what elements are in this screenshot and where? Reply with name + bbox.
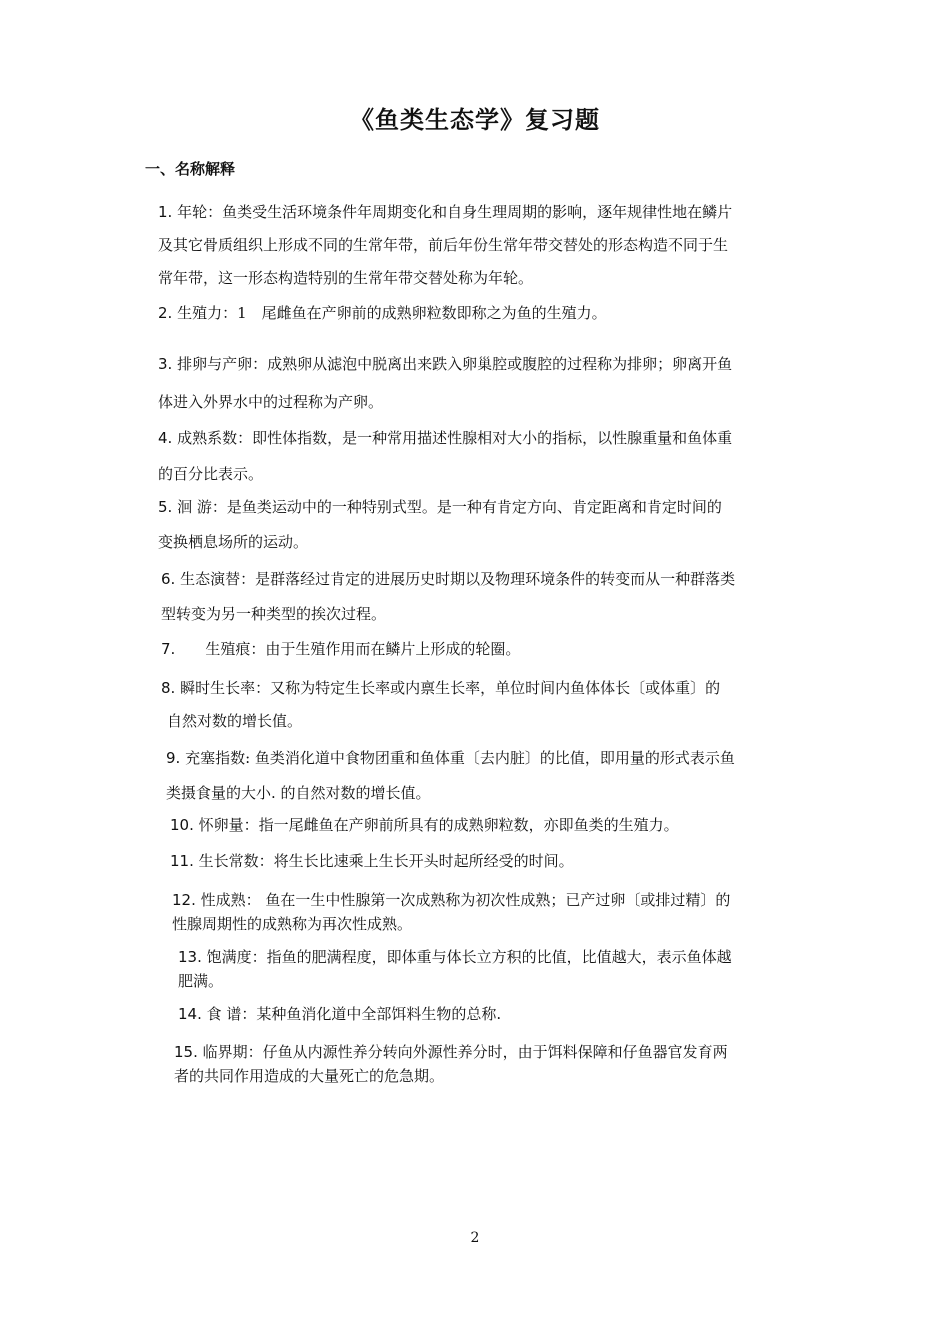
entry-line	[161, 638, 520, 660]
entry-number: 9.	[166, 749, 181, 767]
entry-number: 14.	[178, 1005, 202, 1023]
entry-4	[158, 420, 732, 492]
entry-number: 10.	[170, 816, 194, 834]
entry-line: 的百分比表示。	[158, 465, 264, 483]
entry-line	[172, 888, 730, 912]
entry-line: 性腺周期性的成熟称为再次性成熟。	[172, 915, 413, 933]
entry-15	[174, 1040, 728, 1088]
entry-line	[178, 945, 732, 969]
entry-number: 15.	[174, 1043, 198, 1061]
entry-text: 食 谱：某种鱼消化道中全部饵料生物的总称.	[201, 1005, 502, 1023]
entry-text: 怀卵量：指一尾雌鱼在产卵前所具有的成熟卵粒数，亦即鱼类的生殖力。	[193, 816, 679, 834]
entry-text: 临界期：仔鱼从内源性养分转向外源性养分时，由于饵料保障和仔鱼器官发育两	[197, 1043, 728, 1061]
entry-line	[170, 814, 679, 836]
entry-line: 型转变为另一种类型的挨次过程。	[161, 605, 387, 623]
entry-number: 3.	[158, 355, 173, 373]
entry-9	[166, 741, 735, 811]
entry-3	[158, 345, 732, 421]
entry-number: 1.	[158, 203, 173, 221]
entry-line	[161, 672, 720, 705]
entry-line	[166, 741, 735, 776]
entry-line	[158, 345, 732, 383]
entry-12	[172, 888, 730, 936]
entry-number: 8.	[161, 679, 176, 697]
entry-text: 年轮：鱼类受生活环境条件年周期变化和自身生理周期的影响，逐年规律性地在鳞片	[172, 203, 733, 221]
entry-line: 常年带，这一形态构造特别的生常年带交替处称为年轮。	[158, 269, 534, 287]
entry-number: 13.	[178, 948, 202, 966]
entry-text: 生殖痕：由于生殖作用而在鳞片上形成的轮圈。	[175, 640, 521, 658]
entry-text: 瞬时生长率：又称为特定生长率或内禀生长率，单位时间内鱼体体长〔或体重〕的	[175, 679, 721, 697]
entry-number: 5.	[158, 498, 173, 516]
entry-text: 性成熟： 鱼在一生中性腺第一次成熟称为初次性成熟；已产过卵〔或排过精〕的	[195, 891, 731, 909]
entry-text: 生殖力：1 尾雌鱼在产卵前的成熟卵粒数即称之为鱼的生殖力。	[172, 304, 607, 322]
entry-8	[161, 672, 720, 738]
entry-text: 排卵与产卵：成熟卵从滤泡中脱离出来跌入卵巢腔或腹腔的过程称为排卵；卵离开鱼	[172, 355, 733, 373]
entry-7	[161, 638, 520, 660]
entry-line: 自然对数的增长值。	[167, 712, 303, 730]
entry-line	[174, 1040, 728, 1064]
entry-line: 及其它骨质组织上形成不同的生常年带，前后年份生常年带交替处的形态构造不同于生	[158, 236, 729, 254]
entry-6	[161, 562, 735, 632]
entry-line	[158, 196, 732, 229]
entry-text: 饱满度：指鱼的肥满程度，即体重与体长立方积的比值，比值越大，表示鱼体越	[201, 948, 732, 966]
entry-line	[158, 302, 607, 324]
entry-line	[161, 562, 735, 597]
document-title: 《鱼类生态学》复习题	[350, 106, 600, 134]
entry-line	[158, 420, 732, 456]
entry-line	[158, 490, 722, 525]
entry-number: 6.	[161, 570, 176, 588]
entry-number: 12.	[172, 891, 196, 909]
entry-text: 洄 游：是鱼类运动中的一种特别式型。是一种有肯定方向、肯定距离和肯定时间的	[172, 498, 722, 516]
entry-14	[178, 1003, 501, 1025]
entry-line: 肥满。	[178, 972, 224, 990]
entry-11	[170, 850, 574, 872]
entry-line: 体进入外界水中的过程称为产卵。	[158, 393, 384, 411]
entry-10	[170, 814, 679, 836]
entry-line: 变换栖息场所的运动。	[158, 533, 309, 551]
section-heading: 一、名称解释	[145, 160, 236, 178]
entry-number: 7.	[161, 640, 176, 658]
entry-line	[170, 850, 574, 872]
entry-1	[158, 196, 732, 295]
entry-text: 生态演替：是群落经过肯定的进展历史时期以及物理环境条件的转变而从一种群落类	[175, 570, 736, 588]
entry-line: 者的共同作用造成的大量死亡的危急期。	[174, 1067, 445, 1085]
entry-13	[178, 945, 732, 993]
entry-number: 4.	[158, 429, 173, 447]
entry-text: 生长常数：将生长比速乘上生长开头时起所经受的时间。	[193, 852, 574, 870]
entry-number: 11.	[170, 852, 194, 870]
entry-line: 类摄食量的大小. 的自然对数的增长值。	[166, 784, 431, 802]
entry-line	[178, 1003, 501, 1025]
entry-number: 2.	[158, 304, 173, 322]
entry-2	[158, 302, 607, 324]
page-number: 2	[470, 1230, 480, 1246]
entry-text: 成熟系数：即性体指数，是一种常用描述性腺相对大小的指标，以性腺重量和鱼体重	[172, 429, 733, 447]
entry-5	[158, 490, 722, 560]
entry-text: 充塞指数: 鱼类消化道中食物团重和鱼体重〔去内脏〕的比值，即用量的形式表示鱼	[180, 749, 735, 767]
